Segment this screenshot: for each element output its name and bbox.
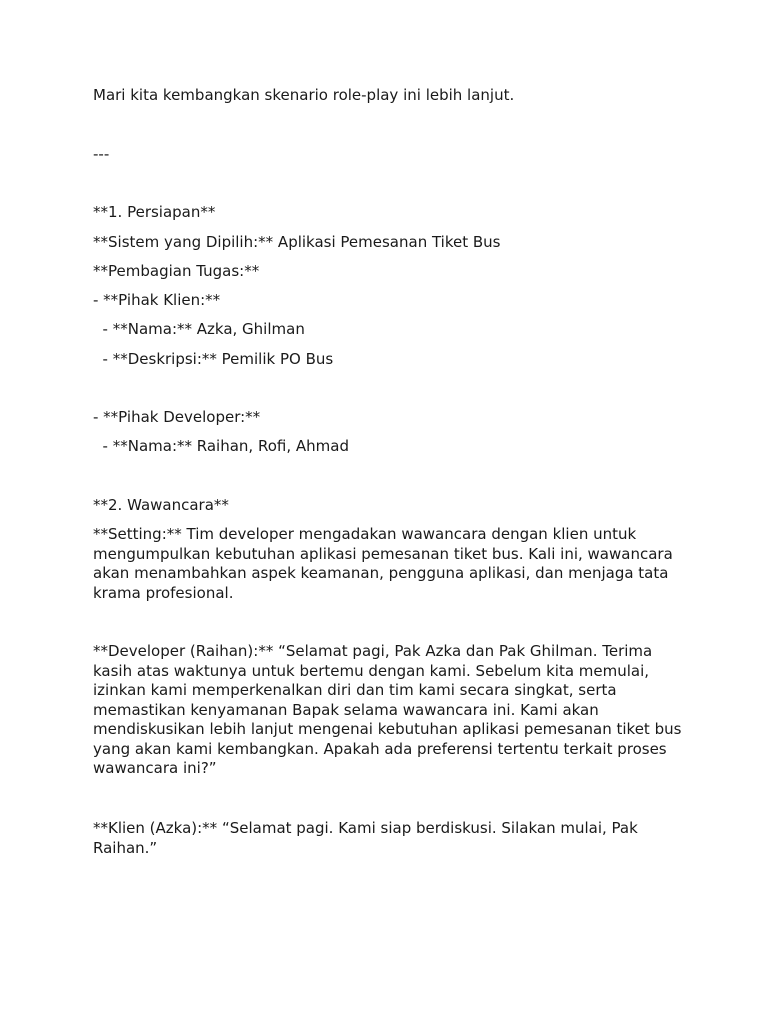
section2-heading: **2. Wawancara** xyxy=(93,496,229,514)
section1-heading: **1. Persiapan** xyxy=(93,203,216,221)
divider-text: --- xyxy=(93,145,110,163)
client-description: - **Deskripsi:** Pemilik PO Bus xyxy=(93,350,334,368)
developer-heading: - **Pihak Developer:** xyxy=(93,408,261,426)
client-names: - **Nama:** Azka, Ghilman xyxy=(93,320,305,338)
developer-dialogue: **Developer (Raihan):** “Selamat pagi, Pak Azka dan Pak Ghilman. Terima kasih atas waktunya untuk bertemu dengan kami. Sebelum kita memulai, izinkan kami memperkenalkan diri dan tim kami secara singkat, serta memastikan kenyamanan Bapak selama wawancara ini. Kami akan mendiskusikan lebih lanjut mengenai kebutuhan aplikasi pemesanan tiket bus yang akan kami kembangkan. Apakah ada preferensi tertentu terkait proses wawancara ini?” xyxy=(93,642,687,777)
client-dialogue: **Klien (Azka):** “Selamat pagi. Kami siap berdiskusi. Silakan mulai, Pak Raihan.” xyxy=(93,819,643,857)
client-heading: - **Pihak Klien:** xyxy=(93,291,221,309)
setting-paragraph: **Setting:** Tim developer mengadakan wawancara dengan klien untuk mengumpulkan kebutuhan aplikasi pemesanan tiket bus. Kali ini, wawancara akan menambahkan aspek keamanan, pengguna aplikasi, dan menjaga tata krama profesional. xyxy=(93,525,678,602)
developer-names: - **Nama:** Raihan, Rofi, Ahmad xyxy=(93,437,349,455)
system-text: **Sistem yang Dipilih:** Aplikasi Pemesanan Tiket Bus xyxy=(93,233,501,251)
intro-text: Mari kita kembangkan skenario role-play ini lebih lanjut. xyxy=(93,86,515,104)
tasks-heading: **Pembagian Tugas:** xyxy=(93,262,260,280)
